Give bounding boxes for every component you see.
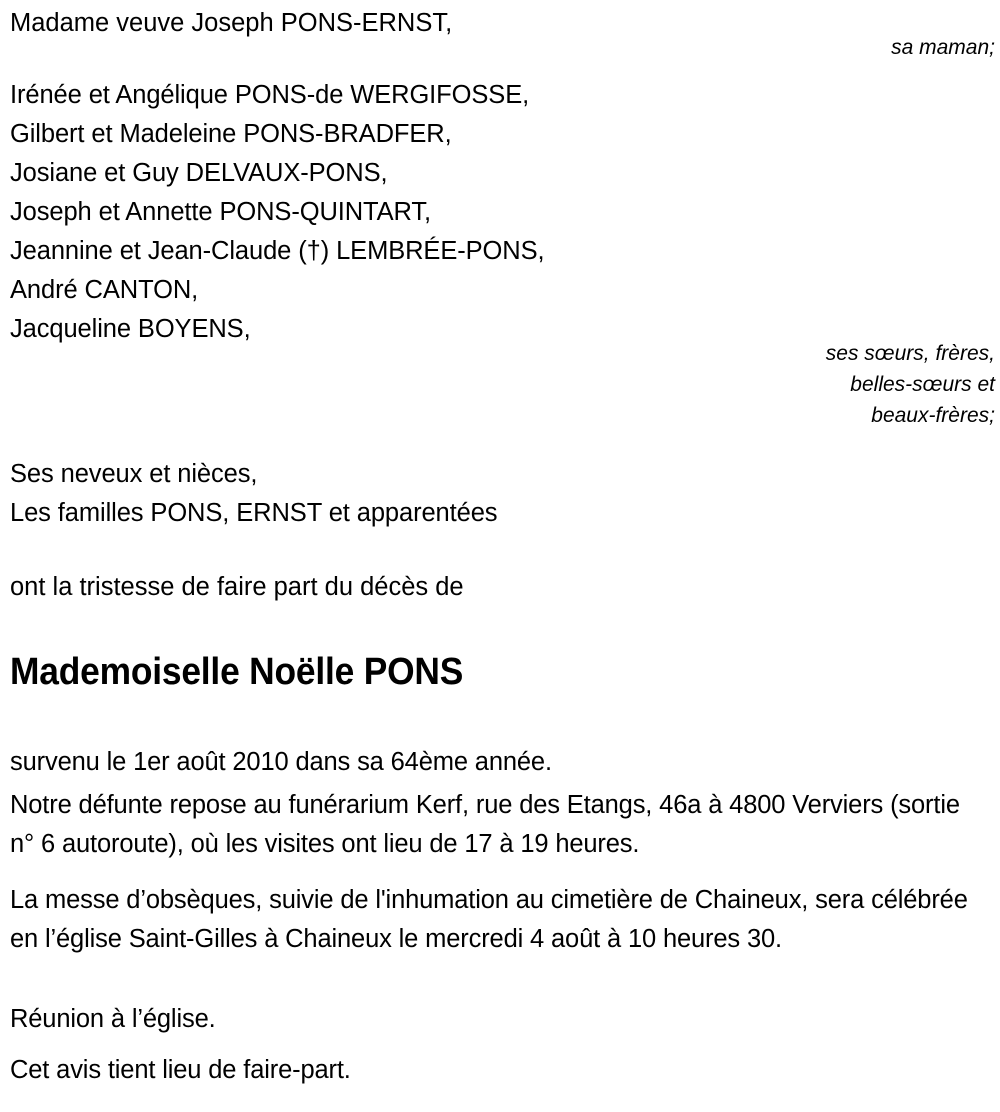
siblings-list	[10, 76, 545, 349]
mother-qualifier	[891, 32, 995, 63]
extended-family-list	[10, 455, 497, 533]
deceased-name: Mademoiselle Noëlle PONS	[10, 651, 464, 693]
siblings-qualifier-line: belles-sœurs et	[850, 373, 995, 396]
funeral-home-text: Notre défunte repose au funérarium Kerf, rue des Etangs, 46a à 4800 Verviers (sortie n° 6 autoroute), où les visites ont lieu de 17 à 19 heures.	[10, 791, 960, 858]
mother-name: Madame veuve Joseph PONS-ERNST,	[10, 9, 453, 37]
list-item: Les familles PONS, ERNST et apparentées	[10, 499, 498, 527]
list-item: Gilbert et Madeleine PONS-BRADFER,	[10, 120, 452, 148]
mother-qualifier-text: sa maman;	[891, 36, 995, 59]
list-item: Joseph et Annette PONS-QUINTART,	[10, 198, 432, 226]
list-item: Ses neveux et nièces,	[10, 460, 258, 488]
siblings-qualifier-line: beaux-frères;	[871, 404, 995, 427]
announcement-intro: ont la tristesse de faire part du décès de	[10, 573, 464, 601]
siblings-qualifier-line: ses sœurs, frères,	[825, 342, 995, 365]
list-item: Josiane et Guy DELVAUX-PONS,	[10, 159, 388, 187]
gathering-text: Réunion à l’église.	[10, 1005, 216, 1033]
service-details-text: La messe d’obsèques, suivie de l'inhumation au cimetière de Chaineux, sera célébrée en l’église Saint-Gilles à Chaineux le mercredi 4 août à 10 heures 30.	[10, 886, 968, 953]
list-item: Jeannine et Jean-Claude (†) LEMBRÉE-PONS,	[10, 237, 545, 265]
closing-text: Cet avis tient lieu de faire-part.	[10, 1056, 351, 1084]
death-date-text: survenu le 1er août 2010 dans sa 64ème année.	[10, 748, 552, 776]
list-item: Irénée et Angélique PONS-de WERGIFOSSE,	[10, 81, 530, 109]
siblings-qualifier	[826, 338, 995, 431]
list-item: Jacqueline BOYENS,	[10, 315, 251, 343]
list-item: André CANTON,	[10, 276, 199, 304]
